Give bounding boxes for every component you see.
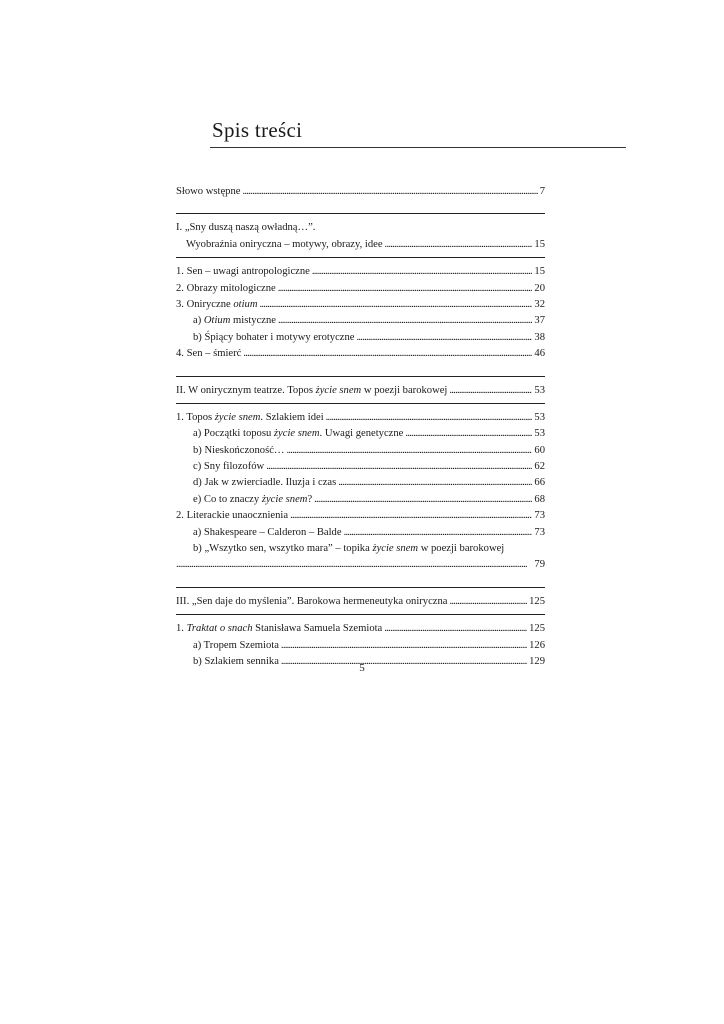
toc-entry-page: 32 [534, 298, 545, 310]
toc-entry-page: 53 [534, 411, 545, 423]
toc-entry [176, 346, 545, 362]
toc-entry [176, 557, 545, 573]
leader-dots [449, 383, 532, 399]
table-of-contents [176, 184, 545, 670]
toc-entry [176, 313, 545, 329]
leader-dots [281, 638, 527, 654]
toc-entry [176, 525, 545, 541]
toc-entry-label: a) Shakespeare – Calderon – Balde [193, 526, 342, 538]
leader-dots [287, 443, 533, 459]
toc-entry-page: 125 [529, 595, 545, 607]
toc-entry-page: 53 [534, 384, 545, 396]
leader-dots [314, 492, 532, 508]
toc-entry-page: 53 [534, 428, 545, 440]
leader-dots [338, 475, 532, 491]
toc-entry-page: 126 [529, 639, 545, 651]
toc-entry-label: 2. Literackie unaocznienia [176, 510, 289, 522]
toc-entry [176, 330, 545, 346]
toc-entry-page: 125 [529, 623, 545, 635]
toc-entry [176, 281, 545, 297]
toc-entry [176, 264, 545, 280]
toc-entry [176, 475, 545, 491]
toc-entry-label: b) Śpiący bohater i motywy erotyczne [193, 331, 355, 343]
toc-entry-label: b) Nieskończoność… [193, 444, 285, 456]
page-number: 5 [359, 662, 365, 674]
toc-entry-page: 68 [534, 493, 545, 505]
toc-entry [176, 508, 545, 524]
toc-entry [176, 459, 545, 475]
toc-entry-label: a) Otium mistyczne [193, 315, 276, 327]
toc-entry [176, 443, 545, 459]
part-3-title [176, 594, 545, 610]
leader-dots [260, 297, 533, 313]
toc-entry-label: III. „Sen daje do myślenia”. Barokowa hermeneutyka oniryczna [176, 595, 448, 607]
toc-entry [176, 410, 545, 426]
toc-entry-page: 73 [534, 526, 545, 538]
leader-dots [243, 346, 532, 362]
toc-entry-label: 3. Oniryczne otium [176, 298, 258, 310]
toc-entry-label: 1. Sen – uwagi antropologiczne [176, 266, 310, 278]
toc-entry [176, 638, 545, 654]
toc-entry-page: 37 [534, 315, 545, 327]
toc-entry-label: a) Początki toposu życie snem. Uwagi genetyczne [193, 428, 404, 440]
toc-entry [176, 426, 545, 442]
toc-entry-label: b) Szlakiem sennika [193, 655, 279, 667]
leader-dots [405, 426, 532, 442]
leader-dots [290, 508, 532, 524]
leader-dots [450, 594, 528, 610]
toc-entry-label: d) Jak w zwierciadle. Iluzja i czas [193, 477, 337, 489]
toc-entry-label: 1. Traktat o snach Stanisława Samuela Szemiota [176, 623, 383, 635]
toc-entry-label: a) Tropem Szemiota [193, 639, 279, 651]
toc-entry-page: 129 [529, 655, 545, 667]
leader-dots [384, 621, 527, 637]
toc-entry-page: 20 [534, 282, 545, 294]
leader-dots [326, 410, 533, 426]
toc-entry-page: 60 [534, 444, 545, 456]
part-1-title [176, 237, 545, 253]
toc-entry [176, 297, 545, 313]
toc-entry-page: 46 [534, 348, 545, 360]
toc-entry-label: c) Sny filozofów [193, 461, 265, 473]
leader-dots [312, 264, 533, 280]
toc-entry-page: 73 [534, 510, 545, 522]
toc-entry-label: II. W onirycznym teatrze. Topos życie snem w poezji barokowej [176, 384, 448, 396]
leader-dots [176, 557, 532, 573]
leader-dots [385, 237, 533, 253]
leader-dots [278, 313, 532, 329]
leader-dots [344, 525, 533, 541]
toc-entry-foreword [176, 184, 545, 200]
title-rule [210, 147, 626, 148]
leader-dots [357, 330, 533, 346]
toc-entry-label: b) „Wszytko sen, wszytko mara” – topika życie snem w poezji barokowej [193, 543, 505, 555]
toc-entry [176, 492, 545, 508]
toc-entry [176, 621, 545, 637]
toc-entry-page: 38 [534, 331, 545, 343]
part-2-title [176, 383, 545, 399]
toc-entry-page: 66 [534, 477, 545, 489]
toc-entry-page: 15 [534, 238, 545, 250]
toc-entry-label: Wyobraźnia oniryczna – motywy, obrazy, idee [186, 238, 383, 250]
leader-dots [278, 281, 533, 297]
toc-entry-page: 62 [534, 461, 545, 473]
toc-entry-page: 15 [534, 266, 545, 278]
leader-dots [242, 184, 537, 200]
toc-entry-label: 1. Topos życie snem. Szlakiem idei [176, 411, 324, 423]
toc-entry-label: 2. Obrazy mitologiczne [176, 282, 276, 294]
page-title: Spis treści [212, 118, 303, 142]
toc-entry-page: 7 [539, 186, 545, 197]
toc-entry-label: Słowo wstępne [176, 186, 241, 197]
toc-entry-page: 79 [534, 559, 545, 571]
toc-entry-label: 4. Sen – śmierć [176, 348, 242, 360]
part-1-title-line1: I. „Sny duszą naszą owładną…”. [176, 222, 316, 234]
leader-dots [266, 459, 532, 475]
toc-entry-label: e) Co to znaczy życie snem? [193, 493, 313, 505]
